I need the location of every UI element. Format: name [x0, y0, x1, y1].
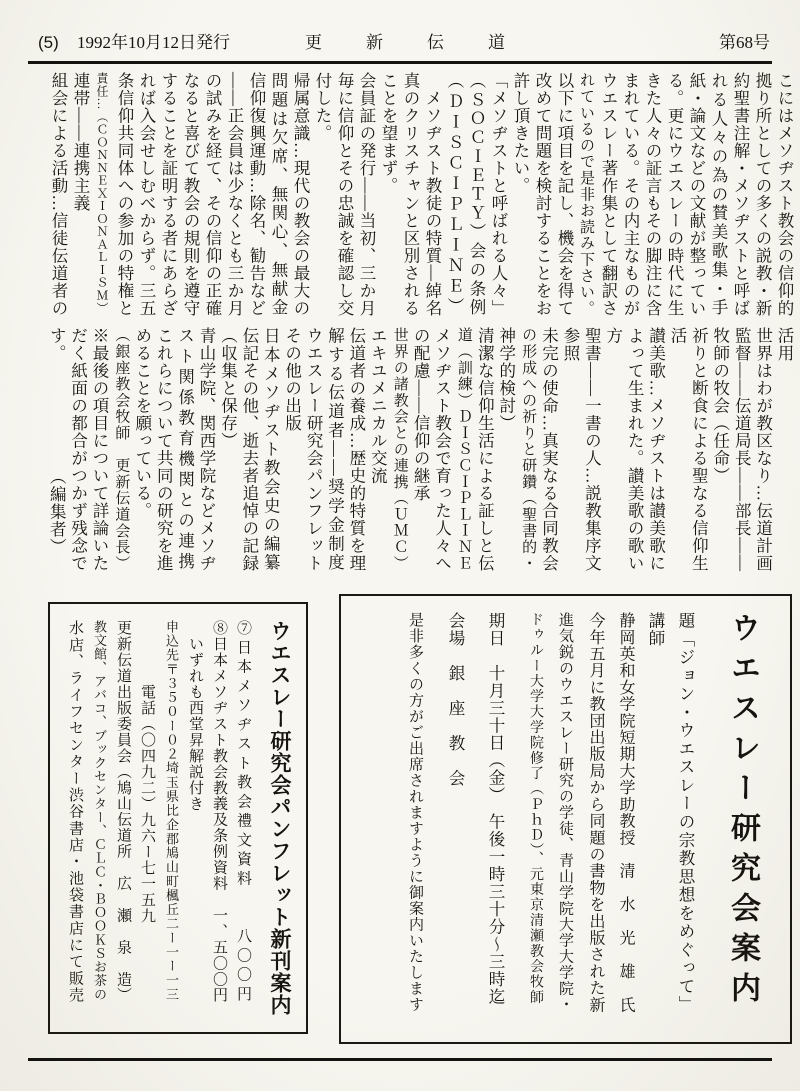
- text-column: 申込先〒３５０ー０２埼玉県比企郡鳩山町楓丘二ー一ー一三: [164, 620, 179, 1002]
- text-column: ⑦日本メソヂスト教会禮文資料 八〇〇円: [235, 620, 251, 1005]
- text-column: メソヂスト教徒の特質―綽名: [423, 72, 442, 317]
- text-column: 世界はわが教区なり…伝道計画: [753, 327, 773, 572]
- publication-date: 1992年10月12日発行: [77, 33, 231, 52]
- event-box-title: ウエスレー研究会案内: [726, 612, 759, 1012]
- text-column: れば入会せしむべからず。三五: [137, 72, 156, 317]
- text-column: 参照: [560, 327, 580, 362]
- text-column: れているので是非お読み下さい。: [578, 72, 594, 317]
- footer-rule: [28, 1058, 772, 1061]
- text-column: 世界の諸教会との連携（ＵＭＣ）: [391, 327, 408, 572]
- text-column: 条信仰共同体への参加の特権と: [115, 72, 134, 317]
- event-announcement-box: [339, 594, 792, 1044]
- text-column: 活用: [775, 327, 794, 362]
- text-column: 真のクリスチャンと区別される: [401, 72, 420, 317]
- header-left: [38, 28, 230, 53]
- text-column: 責任…（ＣＯＮＮＥＸＩＯＮＡＬＩＳＭ）: [95, 72, 109, 315]
- text-column: スト関係教育機関との連携: [175, 327, 195, 573]
- text-column: 今年五月に教団出版局から同題の書物を出版された新: [587, 612, 604, 1013]
- text-column: 讃美歌…メソヂストは讃美歌に: [646, 327, 666, 572]
- text-column: 進気鋭のウエスレー研究の学徒、青山学院大学大学院・: [557, 612, 573, 1013]
- text-column: 期日 十月三十日（金） 午後一時三十分〜三時迄: [486, 612, 505, 1006]
- text-column: 聖書――一書の人…説教集序文: [582, 327, 602, 572]
- text-column: す。 （編集者）: [47, 327, 67, 556]
- text-column: いずれも西堂昇解説付き: [187, 620, 203, 812]
- text-column: ――正会員は少なくとも三か月: [225, 72, 244, 317]
- text-column: 解する伝道者――奨学金制度: [325, 327, 345, 573]
- text-column: 牧師の牧会（任命）: [710, 327, 730, 485]
- text-column: ドゥルー大学大学院修了（ＰｈＤ）、元東京清瀬教会牧師: [528, 612, 543, 1005]
- text-column: 方: [603, 327, 623, 345]
- header-rule: [28, 61, 772, 64]
- text-column: なると喜びて教会の規則を遵守: [181, 72, 200, 317]
- page-number: (5): [38, 33, 59, 52]
- text-column: （銀座教会牧師 更新伝道会長）: [113, 327, 130, 572]
- text-column: （ＤＩＳＣＩＰＬＩＮＥ）: [445, 72, 464, 318]
- text-column: 改めて問題を検討することをお: [533, 72, 552, 317]
- article-band-lower: [42, 327, 795, 579]
- text-column: 日本メソヂスト教会史の編纂: [261, 327, 281, 573]
- text-column: 組会による活動…信徒伝道者の: [49, 72, 68, 317]
- page-header: [38, 28, 772, 54]
- text-column: 水店、ライフセンター渋谷書店・池袋書店にて販売: [67, 620, 83, 1004]
- text-column: 連帯――連携主義: [71, 72, 90, 212]
- text-column: ウエスレー研究会パンフレット: [304, 327, 324, 572]
- text-column: 祈りと断食による聖なる信仰生: [689, 327, 709, 572]
- text-column: 活: [667, 327, 687, 345]
- text-column: 伝記その他、逝去者追悼の記録: [239, 327, 259, 572]
- text-column: 静岡英和女学院短期大学助教授 清 水 光 雄 氏: [617, 612, 634, 1013]
- text-column: こにはメソヂスト教会の信仰的: [775, 72, 794, 317]
- text-column: 許し頂きたい。: [511, 72, 530, 195]
- text-column: 監督――伝道局長――部長――: [732, 327, 752, 572]
- text-column: メソヂスト教会で育った人々へ: [432, 327, 452, 572]
- text-column: 電話（〇四九二）九六ー七一五九: [139, 620, 155, 924]
- text-column: 拠り所としての多くの説教・新: [753, 72, 772, 317]
- text-column: 青山学院、関西学院などメソヂ: [197, 327, 217, 572]
- text-column: 会員証の発行――当初、三か月: [357, 72, 376, 317]
- text-column: エキユメニカル交流: [368, 327, 388, 485]
- pamphlet-box-title: ウエスレー研究会パンフレット新刊案内: [268, 620, 291, 1016]
- text-column: 題「ジョン・ウエスレーの宗教思想をめぐって」: [676, 612, 695, 1014]
- text-column: 付した。: [313, 72, 332, 142]
- text-column: 更新伝道出版委員会（鳩山伝道所 広 瀬 泉 造）: [115, 620, 131, 1003]
- text-column: る。更にウエスレーの時代に生: [665, 72, 684, 317]
- text-column: ウエスレー著作集として翻訳さ: [599, 72, 618, 317]
- text-column: 約聖書注解・メソヂストと呼ば: [731, 72, 750, 317]
- text-column: 教文館、アバコ、ブックセンター、ＣＬＣ・ＢＯＯＫＳお茶の: [92, 620, 107, 1001]
- text-column: 清潔な信仰生活による証しと伝: [475, 327, 495, 572]
- article-band-upper: [42, 72, 795, 324]
- text-column: よって生まれた。讃美歌の歌い: [625, 327, 645, 572]
- text-column: 道（訓練）ＤＩＳＣＩＰＬＩＮＥ: [455, 327, 472, 572]
- text-column: の試みを経て、その信仰の正確: [203, 72, 222, 317]
- text-column: きた人々の証言もその脚注に含: [643, 72, 662, 317]
- text-column: ※最後の項目について詳論いた: [90, 327, 109, 572]
- text-column: 信仰復興運動…除名、勧告など: [247, 72, 266, 317]
- text-column: 是非多くの方がご出席されますように御案内いたします: [407, 612, 423, 1013]
- text-column: 「メソヂストと呼ばれる人々」: [489, 72, 508, 317]
- text-column: 紙・論文などの文献が整ってい: [687, 72, 706, 317]
- text-column: 帰属意識…現代の教会の最大の: [291, 72, 310, 317]
- issue-number: 第68号: [719, 33, 770, 52]
- text-column: 会場 銀 座 教 会: [446, 612, 465, 787]
- newsletter-title: 更新伝道: [305, 33, 549, 52]
- text-column: めることを願っている。: [132, 327, 152, 520]
- text-column: （ＳＯＣＩＥＴＹ）会の条例: [467, 72, 486, 318]
- text-column: の形成への祈りと研鑽（聖書的・: [520, 327, 537, 572]
- text-column: の配慮――信仰の継承: [411, 327, 431, 502]
- text-column: 毎に信仰とその忠誠を確認し交: [335, 72, 354, 317]
- text-column: ⑧日本メソヂスト教会教義及条例資料 一、五〇〇円: [211, 620, 227, 1003]
- text-column: 以下に項目を記し、機会を得て: [555, 72, 574, 317]
- text-column: 未完の使命…真実なる合同教会: [539, 327, 559, 572]
- text-column: 問題は欠席、無関心、無献金: [269, 72, 288, 318]
- text-column: 伝道者の養成…歴史的特質を理: [346, 327, 366, 572]
- text-column: まれている。その内主なものが: [621, 72, 640, 317]
- text-column: することを証明する者にあらざ: [159, 72, 178, 317]
- text-column: ことを望まず。: [379, 72, 398, 195]
- text-column: （収集と保存）: [218, 327, 238, 450]
- text-column: だく紙面の都合がつかず残念で: [68, 327, 88, 572]
- text-column: 講師: [646, 612, 665, 647]
- text-column: れる人々の為の賛美歌集・手: [709, 72, 728, 318]
- text-column: 神学的検討）: [496, 327, 516, 432]
- text-column: これらについて共同の研究を進: [154, 327, 174, 572]
- pamphlet-announcement-box: [48, 602, 308, 1034]
- text-column: その他の出版: [282, 327, 302, 432]
